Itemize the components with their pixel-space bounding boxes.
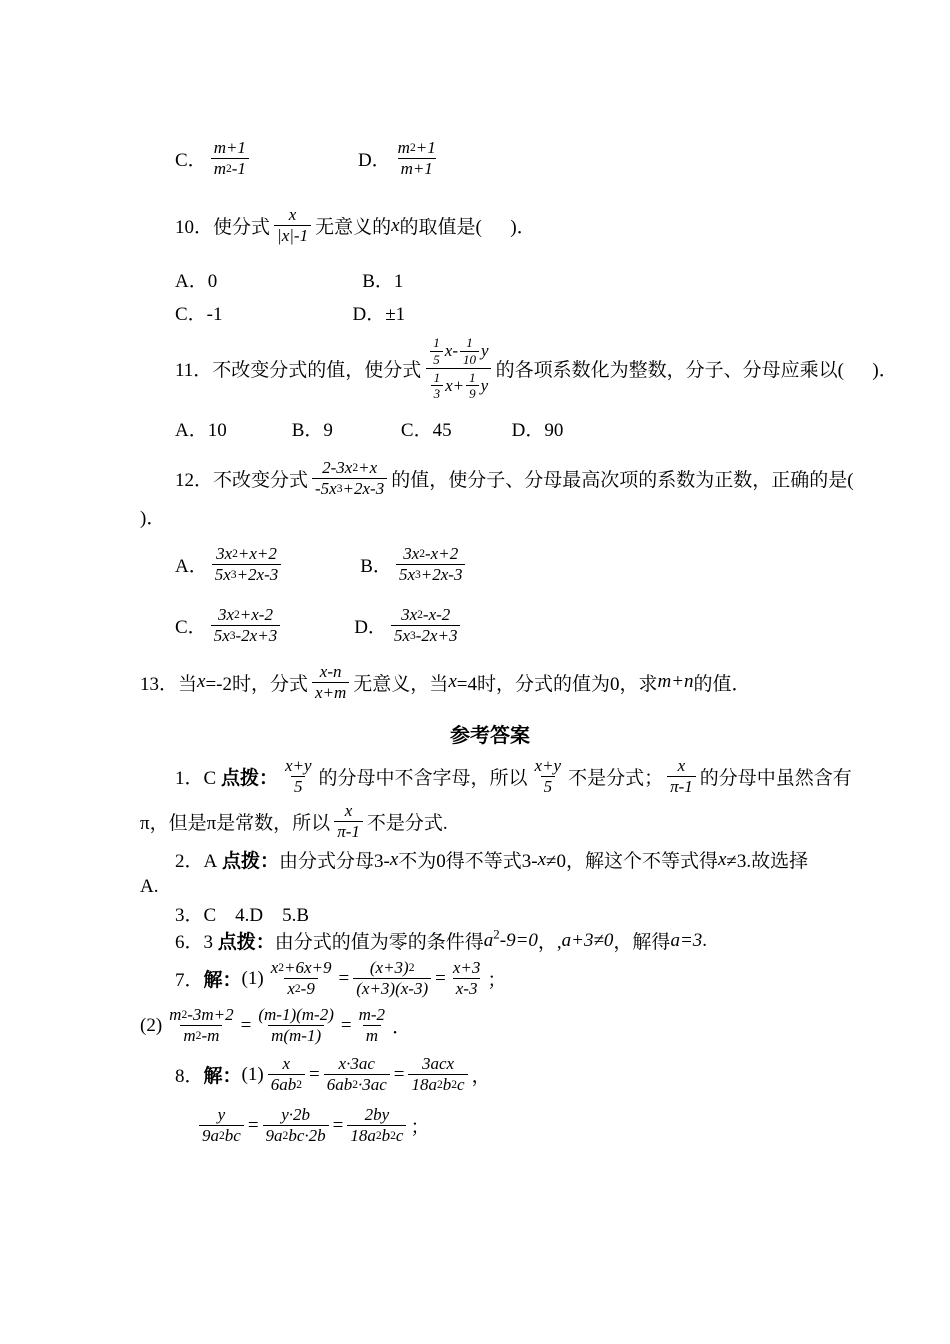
- answers-header: [140, 719, 840, 748]
- text-run: =4时，分式的值为0，求: [456, 673, 658, 695]
- text-run: C．: [175, 150, 207, 172]
- text-run: x: [448, 671, 457, 693]
- fraction-numerator: 3acx: [421, 1054, 455, 1074]
- fraction: [430, 335, 443, 367]
- fraction: [255, 1005, 337, 1046]
- text-run: =: [240, 1014, 252, 1036]
- text-run: ，解得: [613, 932, 671, 954]
- fraction-denominator: m 2 -1: [211, 158, 249, 179]
- text-run: x: [389, 848, 399, 870]
- fraction-numerator: [425, 334, 491, 368]
- fraction: [431, 370, 444, 402]
- fraction: [268, 958, 335, 999]
- text-run: 不是分式.: [366, 813, 448, 835]
- fraction: [396, 544, 466, 585]
- text-run: 11．不改变分式的值，使分式: [175, 359, 422, 381]
- fraction-denominator: [426, 368, 492, 403]
- answers-lines: [140, 754, 852, 1149]
- text-run: 2．A: [175, 851, 222, 873]
- fraction: [212, 544, 282, 585]
- fraction: [274, 205, 311, 246]
- text-run: 由分式分母3-: [279, 851, 390, 873]
- fraction: [312, 662, 349, 703]
- fraction-denominator: 5: [291, 776, 306, 797]
- fraction: [532, 756, 565, 797]
- text-run: =: [247, 1114, 259, 1136]
- text-run: a+3≠0: [561, 929, 614, 951]
- text-run: 点拨：: [217, 932, 275, 954]
- text-run: A．: [175, 555, 208, 577]
- fraction-numerator: x 2 +6x+9: [270, 958, 332, 978]
- q10-options-cd: [175, 299, 840, 326]
- text-run: 不是分式；: [568, 767, 664, 789]
- text-run: 8．: [175, 1066, 204, 1088]
- text-run: 12．不改变分式: [175, 469, 309, 491]
- text-run: 的值，使分子、分母最高次项的系数为正数，正确的是(: [391, 469, 854, 491]
- fraction: [391, 605, 461, 646]
- text-run: 的分母中虽然含有: [699, 767, 852, 789]
- fraction-denominator: 5x 3 +2x-3: [396, 564, 466, 585]
- text-run: 6．3: [175, 932, 218, 954]
- fraction-numerator: y: [217, 1105, 226, 1125]
- text-run: =: [308, 1063, 320, 1085]
- text-run: 1．C: [175, 767, 221, 789]
- fraction-numerator: 1: [466, 335, 473, 351]
- fraction-numerator: m-2: [358, 1005, 386, 1025]
- text-run: D．: [357, 150, 391, 172]
- text-run: x: [197, 671, 206, 693]
- text-run: 10．使分式: [175, 217, 271, 239]
- text-run: A.: [140, 875, 159, 897]
- fraction-denominator: m: [363, 1025, 381, 1046]
- text-run: a=3: [670, 929, 703, 951]
- fraction-numerator: (m-1)(m-2): [258, 1005, 334, 1025]
- text-run: 的各项系数化为整数，分子、分母应乘以( )．: [495, 359, 898, 381]
- fraction: [324, 1054, 390, 1095]
- fraction-numerator: x: [677, 755, 686, 775]
- fraction-denominator: 5: [541, 776, 556, 797]
- ans7-line2: [140, 1003, 840, 1048]
- text-run: ≠3.故选择: [726, 851, 809, 873]
- fraction: [268, 1054, 305, 1095]
- text-run: ，,: [537, 932, 562, 954]
- questions-lines: [140, 136, 898, 705]
- q12-line2: [140, 503, 840, 530]
- fraction-denominator: x-3: [453, 978, 481, 999]
- fraction-denominator: 5: [430, 351, 443, 367]
- text-run: x: [717, 848, 727, 870]
- text-run: 解：: [203, 970, 242, 992]
- fraction-denominator: 6ab 2: [268, 1074, 305, 1095]
- text-run: =: [340, 1014, 352, 1036]
- fraction: [356, 1005, 388, 1046]
- fraction: [166, 1005, 236, 1046]
- fraction: [353, 958, 431, 999]
- fraction-numerator: (x+3) 2: [369, 958, 415, 978]
- text-run: 不为0得不等式3-: [398, 851, 538, 873]
- text-run: (2): [140, 1014, 163, 1036]
- text-run: B．: [360, 555, 392, 577]
- fraction: [450, 958, 484, 999]
- text-run: B．9: [291, 419, 333, 441]
- fraction-denominator: 18a 2 b 2 c: [408, 1074, 467, 1095]
- fraction-denominator: 9a 2 bc: [199, 1125, 244, 1146]
- fraction-denominator: 9a 2 bc·2b: [263, 1125, 329, 1146]
- ans6: [175, 927, 840, 954]
- text-run: 无意义的: [315, 217, 392, 239]
- fraction-numerator: x: [288, 205, 297, 225]
- fraction: [282, 756, 315, 797]
- text-run: D．: [354, 616, 387, 638]
- fraction-denominator: 6ab 2 ·3ac: [324, 1074, 390, 1095]
- fraction-denominator: m(m-1): [268, 1025, 324, 1046]
- ans7-line1: [175, 956, 840, 1001]
- text-run: m+n: [657, 671, 694, 693]
- text-run: ，: [471, 1066, 491, 1088]
- fraction-numerator: x·3ac: [338, 1054, 375, 1074]
- ans2-line1: [175, 846, 840, 873]
- fraction: [667, 756, 696, 797]
- fraction: [211, 138, 249, 179]
- fraction-denominator: 5x 3 -2x+3: [211, 625, 281, 646]
- text-run: )．: [140, 507, 166, 529]
- ans1-line2: [140, 799, 840, 844]
- fraction-numerator: y·2b: [281, 1105, 310, 1125]
- fraction: [263, 1105, 329, 1146]
- text-run: D．±1: [352, 304, 406, 326]
- text-run: 无意义，当: [353, 673, 449, 695]
- text-run: 解：: [203, 1066, 242, 1088]
- fraction-numerator: 3x 2 +x-2: [217, 604, 273, 624]
- ans2-line2: [140, 873, 840, 900]
- fraction: [211, 605, 281, 646]
- q12-options-cd: [175, 603, 840, 648]
- text-run: 的取值是( )．: [399, 217, 536, 239]
- fraction-numerator: x-n: [319, 661, 342, 681]
- fraction: [408, 1054, 467, 1095]
- q12-options-ab: [175, 542, 840, 587]
- text-run: D．90: [511, 419, 564, 441]
- fraction-denominator: 3: [431, 385, 444, 401]
- text-run: 点拨：: [221, 851, 279, 873]
- fraction: [312, 458, 387, 499]
- text-run: π，但是π是常数，所以: [140, 813, 331, 835]
- fraction-numerator: 3x 2 +x+2: [216, 543, 277, 563]
- fraction-numerator: x+3: [452, 958, 481, 978]
- text-run: B．1: [362, 271, 404, 293]
- fraction-numerator: x: [344, 800, 353, 820]
- text-run: x: [391, 214, 400, 236]
- text-run: y: [480, 375, 489, 395]
- text-run: ；: [410, 1117, 430, 1139]
- q13: [140, 660, 840, 705]
- fraction: [199, 1105, 244, 1146]
- q11: [175, 332, 898, 404]
- fraction-denominator: m+1: [398, 158, 436, 179]
- text-run: ．: [392, 1017, 412, 1039]
- text-run: 3．C 4.D 5.B: [175, 905, 310, 927]
- text-run: A．0: [175, 271, 218, 293]
- text-run: x-: [444, 340, 459, 360]
- fraction-numerator: x+y: [534, 755, 562, 775]
- text-run: 的值．: [693, 673, 751, 695]
- q10: [175, 203, 840, 248]
- q11-options: [175, 415, 840, 442]
- text-run: =-2时，分式: [205, 673, 308, 695]
- text-run: 的分母中不含字母，所以: [318, 767, 528, 789]
- fraction-numerator: m 2 -3m+2: [169, 1005, 234, 1025]
- text-run: C．: [175, 616, 207, 638]
- fraction-denominator: (x+3)(x-3): [353, 978, 431, 999]
- fraction-numerator: 1: [433, 335, 440, 351]
- text-run: .: [702, 929, 708, 951]
- fraction-denominator: 9: [466, 385, 479, 401]
- fraction-numerator: 1: [469, 369, 476, 385]
- text-run: (1): [241, 1063, 264, 1085]
- text-run: 13．当: [140, 673, 198, 695]
- fraction: [334, 801, 363, 842]
- text-run: =: [393, 1063, 405, 1085]
- fraction: [395, 138, 439, 179]
- ans1-line1: [175, 754, 852, 799]
- fraction-numerator: x: [282, 1054, 291, 1074]
- answers-header-text: 参考答案: [450, 724, 530, 747]
- fraction: [466, 370, 479, 402]
- text-run: A．10: [175, 419, 227, 441]
- text-run: x: [537, 848, 547, 870]
- text-run: 点拨：: [220, 767, 278, 789]
- fraction-numerator: 1: [433, 369, 441, 385]
- text-run: =: [338, 967, 350, 989]
- text-run: =: [435, 967, 446, 989]
- q12-line1: [175, 456, 854, 501]
- fraction-denominator: 5x 3 +2x-3: [212, 564, 282, 585]
- ans8-line1: [175, 1052, 840, 1097]
- fraction-denominator: m 2 -m: [180, 1025, 222, 1046]
- fraction-numerator: 2-3x 2 +x: [322, 457, 378, 477]
- text-run: C．-1: [175, 304, 223, 326]
- fraction-denominator: |x|-1: [274, 225, 311, 246]
- fraction-numerator: 3x 2 -x+2: [403, 543, 459, 563]
- fraction-numerator: x+y: [284, 755, 312, 775]
- text-run: x+: [445, 375, 465, 395]
- fraction-denominator: 5x 3 -2x+3: [391, 625, 461, 646]
- fraction-numerator: 3x 2 -x-2: [401, 604, 451, 624]
- text-run: ；: [487, 970, 507, 992]
- text-run: (1): [241, 967, 264, 989]
- fraction-denominator: π-1: [667, 776, 696, 797]
- fraction: [347, 1105, 406, 1146]
- text-run: $a^2-9=0$: [483, 926, 538, 951]
- fraction-denominator: 18a 2 b 2 c: [347, 1125, 406, 1146]
- fraction-numerator: m 2 +1: [397, 138, 436, 157]
- ans8-line2: [195, 1103, 840, 1148]
- text-run: 7．: [175, 970, 204, 992]
- ans3-4-5: [175, 900, 840, 927]
- text-run: C．45: [400, 419, 452, 441]
- text-run: 由分式的值为零的条件得: [274, 932, 484, 954]
- q10-options-ab: [175, 266, 840, 293]
- fraction-numerator: 2by: [364, 1105, 390, 1125]
- fraction-denominator: π-1: [334, 821, 363, 842]
- fraction-numerator: m+1: [213, 138, 246, 157]
- fraction-denominator: x 2 -9: [284, 978, 318, 999]
- text-run: y: [481, 340, 489, 360]
- fraction: [460, 335, 479, 367]
- text-run: =: [332, 1114, 344, 1136]
- fraction-denominator: -5x 3 +2x-3: [312, 478, 387, 499]
- text-run: ≠0，解这个不等式得: [546, 851, 718, 873]
- fraction-denominator: 10: [460, 351, 479, 367]
- fraction-denominator: x+m: [312, 682, 349, 703]
- q9-options-cd: [175, 136, 840, 181]
- fraction: [425, 334, 491, 402]
